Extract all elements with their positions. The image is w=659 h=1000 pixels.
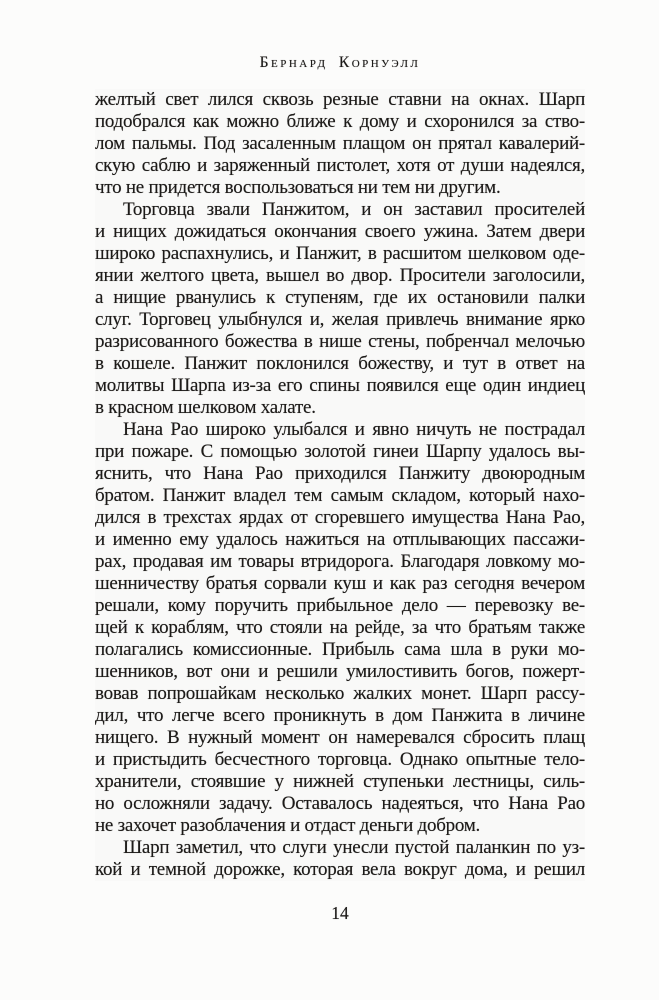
text-line: широко распахнулись, и Панжит, в расшитом шелковом оде-: [95, 243, 585, 264]
text-line: и нищих дожидаться окончания своего ужина. Затем двери: [95, 221, 585, 242]
text-line: Торговца звали Панжитом, и он заставил просителей: [123, 199, 585, 220]
text-line: но осложняли задачу. Оставалось надеяться, что Нана Рао: [95, 793, 585, 814]
text-line: полагались комиссионные. Прибыль сама шла в руки мо-: [95, 639, 585, 660]
text-line: яснить, что Нана Рао приходился Панжиту двоюродным: [95, 463, 585, 484]
text-line: не захочет разоблачения и отдаст деньги добром.: [95, 815, 481, 836]
text-line: рах, продавая им товары втридорога. Благодаря ловкому мо-: [95, 551, 585, 572]
text-line: нищего. В нужный момент он намеревался сбросить плащ: [95, 727, 585, 748]
text-line: при пожаре. С помощью золотой гинеи Шарпу удалось вы-: [95, 441, 585, 462]
text-line: в красном шелковом халате.: [95, 397, 316, 418]
text-line: шенничеству братья сорвали куш и как раз сегодня вечером: [95, 573, 585, 594]
text-line: дил, что легче всего проникнуть в дом Панжита в личине: [95, 705, 585, 726]
text-line: а нищие рванулись к ступеням, где их остановили палки: [95, 287, 585, 308]
text-line: Шарп заметил, что слуги унесли пустой паланкин по уз-: [123, 837, 585, 858]
text-line: и пристыдить бесчестного торговца. Однако опытные тело-: [95, 749, 585, 770]
text-line: в кошеле. Панжит поклонился божеству, и тут в ответ на: [95, 353, 585, 374]
text-line: желтый свет лился сквозь резные ставни на окнах. Шарп: [95, 89, 585, 110]
text-line: подобрался как можно ближе к дому и схоронился за ство-: [95, 111, 585, 132]
text-line: и именно ему удалось нажиться на отплывающих пассажи-: [95, 529, 585, 550]
text-line: шенников, вот они и решили умилостивить богов, пожерт-: [95, 661, 585, 682]
text-line: Нана Рао широко улыбался и явно ничуть не пострадал: [123, 419, 585, 440]
text-line: щей к кораблям, что стояли на рейде, за что братьям также: [95, 617, 585, 638]
text-line: дился в трехстах ярдах от сгоревшего имущества Нана Рао,: [95, 507, 585, 528]
running-header: Бернард Корнуэлл: [259, 54, 421, 71]
text-line: братом. Панжит владел тем самым складом, который нахо-: [95, 485, 585, 506]
text-line: решали, кому поручить прибыльное дело — перевозку ве-: [95, 595, 585, 616]
page-number: 14: [331, 903, 349, 923]
text-line: кой и темной дорожке, которая вела вокруг дома, и решил: [95, 859, 585, 880]
text-line: вовав попрошайкам несколько жалких монет. Шарп рассу-: [95, 683, 585, 704]
text-line: лом пальмы. Под засаленным плащом он прятал кавалерий-: [95, 133, 585, 154]
text-line: хранители, стоявшие у нижней ступеньки лестницы, силь-: [95, 771, 585, 792]
text-line: молитвы Шарпа из-за его спины появился еще один индиец: [95, 375, 585, 396]
text-block: [95, 89, 585, 881]
text-line: скую саблю и заряженный пистолет, хотя от души надеялся,: [95, 155, 585, 176]
text-line: слуг. Торговец улыбнулся и, желая привлечь внимание ярко: [95, 309, 585, 330]
text-line: разрисованного божества в нише стены, побренчал мелочью: [95, 331, 585, 352]
text-line: янии желтого цвета, вышел во двор. Просители заголосили,: [95, 265, 585, 286]
text-line: что не придется воспользоваться ни тем ни другим.: [95, 177, 501, 198]
